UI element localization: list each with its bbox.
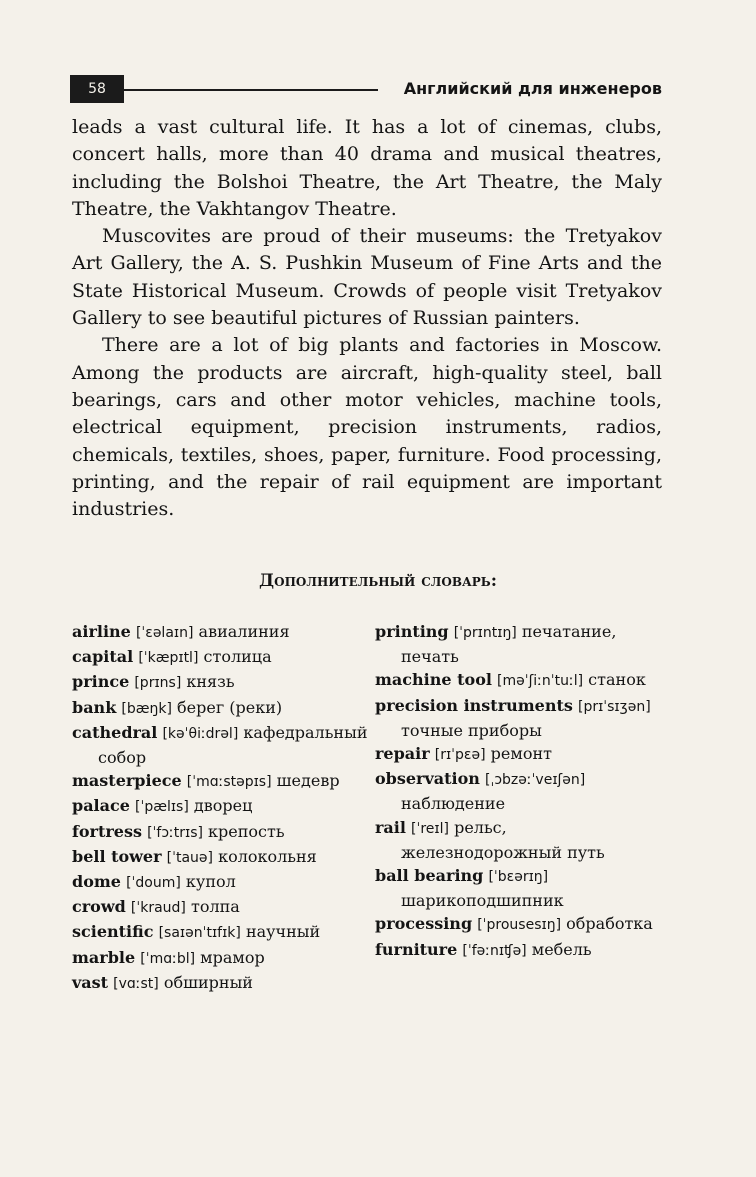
vocabulary-entry [72,895,370,920]
vocabulary-transcription: [kəˈθiːdrəl] [162,725,239,742]
vocabulary-translation: шедевр [276,771,340,791]
vocabulary-entry [72,645,370,670]
vocabulary-transcription: [ˈfəːnɪʧə] [462,942,527,959]
vocabulary-transcription: [bæŋk] [121,700,172,717]
vocabulary-translation: дворец [193,796,253,816]
vocabulary-entry [72,794,370,819]
paragraph-1: leads a vast cultural life. It has a lot of cinemas, clubs, concert halls, more than 40 drama and musical theatres, including the Bolshoi Theatre, the Art Theatre, the Maly Theatre, the Vakhtangov Theatre. [72,116,662,220]
vocabulary-translation: точные приборы [401,720,542,740]
running-title: Английский для инженеров [403,79,662,98]
vocabulary-transcription: [ˈmɑːbl] [140,950,196,967]
vocabulary-translation: князь [186,672,235,692]
paragraph-3: There are a lot of big plants and factories in Moscow. Among the products are aircraft, high-quality steel, ball bearings, cars and other motor vehicles, machine tools, electrical equipment, precision instruments, radios, chemicals, textiles, shoes, paper, furniture. Food processing, printing, and the repair of rail equipment are important industries. [72,334,662,521]
vocabulary-transcription: [ˈtauə] [166,849,213,866]
vocabulary-word: airline [72,622,131,641]
vocabulary-entry [375,816,665,864]
vocabulary-transcription: [ˈbɛərɪŋ] [488,869,549,886]
vocabulary-word: machine tool [375,670,492,690]
page-number: 58 [70,75,124,103]
vocabulary-translation: печатание, печать [401,622,617,667]
vocabulary-translation: купол [185,872,236,892]
vocabulary-translation: крепость [208,821,285,841]
vocabulary-translation: берег (реки) [177,697,283,717]
vocabulary-translation: станок [588,670,646,690]
vocabulary-translation: мебель [531,939,592,959]
vocabulary-translation: научный [245,922,321,942]
vocabulary-transcription: [ˈkæpɪtl] [138,650,199,667]
vocabulary-transcription: [ˈpælɪs] [135,799,189,816]
vocabulary-entry [72,769,370,794]
vocabulary-entry [72,870,370,895]
paragraph-2: Muscovites are proud of their museums: the Tretyakov Art Gallery, the A. S. Pushkin Museum of Fine Arts and the State Historical Museum. Crowds of people visit Tretyakov Gallery to see beautiful pictures of Russian painters. [72,225,662,330]
vocabulary-word: masterpiece [72,771,182,791]
vocabulary-column-left [72,620,370,996]
vocabulary-translation: мрамор [200,947,265,967]
vocabulary-entry [72,920,370,945]
vocabulary-word: fortress [72,821,142,841]
vocabulary-entry [375,864,665,912]
vocabulary-translation: столица [203,647,272,667]
vocabulary-transcription: [prɪˈsɪʒən] [577,698,651,715]
vocabulary-transcription: [ˈprɪntɪŋ] [453,625,517,641]
vocabulary-word: cathedral [72,722,158,742]
vocabulary-word: crowd [72,897,126,917]
vocabulary-transcription: [ˈprousesɪŋ] [477,917,562,934]
vocabulary-translation: обработка [566,914,653,934]
vocabulary-word: scientific [72,922,154,942]
vocabulary-word: palace [72,796,130,816]
vocabulary-entry [72,696,370,721]
vocabulary-column-right [375,620,665,963]
vocabulary-translation: авиалиния [198,622,290,641]
vocabulary-word: marble [72,947,136,967]
vocabulary-translation: обширный [163,972,253,992]
vocabulary-word: capital [72,647,134,667]
vocabulary-word: processing [375,914,473,934]
vocabulary-entry [375,938,665,963]
vocabulary-word: observation [375,769,480,789]
vocabulary-word: rail [375,817,406,837]
vocabulary-translation: шарикоподшипник [401,891,564,911]
vocabulary-word: precision instruments [375,695,573,715]
running-header [70,75,662,103]
vocabulary-word: furniture [375,939,458,959]
vocabulary-transcription: [ˈɛəlaɪn] [135,625,194,641]
vocabulary-translation: ремонт [490,744,552,764]
vocabulary-word: printing [375,622,449,641]
vocabulary-transcription: [prɪns] [134,675,182,692]
header-rule [124,89,378,91]
vocabulary-transcription: [ˈfɔːtrɪs] [147,824,203,841]
vocabulary-entry [375,668,665,693]
vocabulary-word: ball bearing [375,866,484,886]
vocabulary-translation: толпа [190,897,240,917]
vocabulary-entry [72,845,370,870]
vocabulary-transcription: [ˌɔbzəːˈveɪʃən] [485,772,586,789]
vocabulary-transcription: [ˈreɪl] [411,820,449,837]
vocabulary-entry [72,721,370,769]
vocabulary-entry [72,946,370,971]
vocabulary-transcription: [ˈdoum] [126,875,181,892]
vocabulary-word: vast [72,972,109,992]
vocabulary-transcription: [ˈkraud] [130,900,186,917]
vocabulary-word: dome [72,872,121,892]
vocabulary-entry [72,820,370,845]
vocabulary-title: Дополнительный словарь: [259,571,497,591]
vocabulary-translation: колокольня [218,846,317,866]
vocabulary-entry [375,694,665,742]
vocabulary-entry [375,742,665,767]
vocabulary-translation: рельс, железнодорожный путь [401,817,605,862]
vocabulary-translation: кафедральный собор [98,722,368,768]
vocabulary-transcription: [məˈʃiːnˈtuːl] [497,673,584,690]
vocabulary-transcription: [ˈmɑːstəpɪs] [186,774,272,791]
vocabulary-word: bell tower [72,846,162,866]
vocabulary-entry [375,620,665,668]
vocabulary-transcription: [rɪˈpɛə] [434,747,486,764]
vocabulary-word: bank [72,697,117,717]
vocabulary-translation: наблюдение [401,794,506,814]
vocabulary-entry [72,620,370,645]
body-text [72,114,662,523]
vocabulary-entry [72,971,370,996]
vocabulary-entry [375,912,665,937]
vocabulary-transcription: [saɪənˈtɪfɪk] [158,925,241,942]
vocabulary-word: prince [72,672,130,692]
vocabulary-entry [72,670,370,695]
vocabulary-entry [375,767,665,815]
vocabulary-transcription: [vɑːst] [113,975,159,992]
vocabulary-word: repair [375,744,430,764]
